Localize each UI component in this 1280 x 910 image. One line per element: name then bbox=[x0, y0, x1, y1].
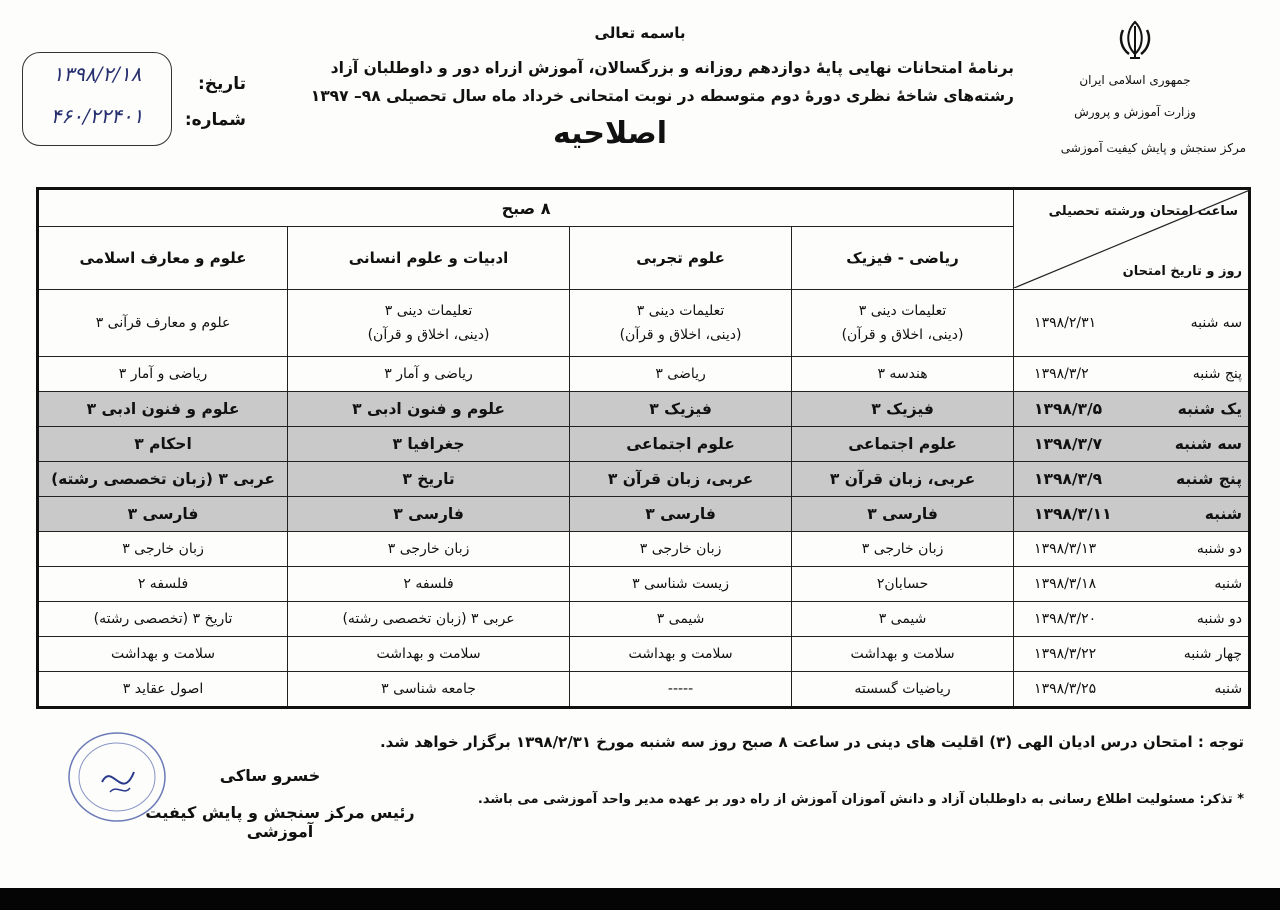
table-row bbox=[38, 532, 1250, 567]
day-name: پنج شنبه bbox=[1192, 366, 1243, 382]
center-name: مرکز سنجش و پایش کیفیت آموزشی bbox=[1060, 141, 1246, 155]
subject-name: فیزیک ۳ bbox=[649, 400, 712, 418]
subject-name: فارسی ۳ bbox=[127, 505, 199, 523]
table-row bbox=[38, 567, 1250, 602]
subject-name: سلامت و بهداشت bbox=[376, 646, 481, 662]
subject-name: علوم و معارف قرآنی ۳ bbox=[95, 315, 231, 331]
subject-name: سلامت و بهداشت bbox=[850, 646, 955, 662]
subject-cell bbox=[792, 462, 1014, 497]
table-row bbox=[38, 602, 1250, 637]
date-value: ۱۳۹۸/۲/۱۸ bbox=[52, 62, 142, 86]
subject-name: عربی، زبان قرآن ۳ bbox=[829, 470, 976, 488]
number-value: ۴۶۰/۲۲۴۰۱ bbox=[50, 104, 144, 128]
table-row bbox=[38, 497, 1250, 532]
subject-name: سلامت و بهداشت bbox=[628, 646, 733, 662]
day-date-cell bbox=[1014, 532, 1250, 567]
column-header-humanities: ادبیات و علوم انسانی bbox=[288, 227, 570, 290]
subject-name: تعلیمات دینی ۳ bbox=[384, 303, 473, 319]
day-name: دو شنبه bbox=[1196, 541, 1243, 557]
corner-bottom-label: روز و تاریخ امتحان bbox=[1122, 264, 1243, 279]
table-row bbox=[38, 637, 1250, 672]
day-name: شنبه bbox=[1204, 505, 1243, 523]
subject-name: عربی، زبان قرآن ۳ bbox=[607, 470, 754, 488]
note-text: توجه : امتحان درس ادیان الهی (۳) اقلیت های دینی در ساعت ۸ صبح روز سه شنبه مورخ ۱۳۹۸/۲/۳۱ برگزار خواهد شد. bbox=[379, 733, 1244, 751]
schedule-rows bbox=[38, 290, 1250, 708]
subject-name: شیمی ۳ bbox=[656, 611, 705, 627]
table-row bbox=[38, 392, 1250, 427]
column-header-islamic-sciences: علوم و معارف اسلامی bbox=[38, 227, 288, 290]
subject-cell bbox=[38, 427, 288, 462]
subject-cell bbox=[792, 290, 1014, 357]
number-label: شماره: bbox=[184, 110, 246, 130]
exam-date: ۱۳۹۸/۲/۳۱ bbox=[1034, 315, 1097, 331]
subject-name: فارسی ۳ bbox=[393, 505, 464, 523]
table-row bbox=[38, 672, 1250, 708]
subject-cell bbox=[792, 567, 1014, 602]
basmala: باسمه تعالی bbox=[594, 24, 686, 42]
table-row bbox=[38, 427, 1250, 462]
subject-name: فلسفه ۲ bbox=[403, 576, 454, 592]
exam-time-header: ۸ صبح bbox=[38, 189, 1014, 227]
subject-name: ریاضی و آمار ۳ bbox=[118, 366, 208, 382]
column-header-math-physics: ریاضی - فیزیک bbox=[792, 227, 1014, 290]
subject-name: جغرافیا ۳ bbox=[392, 435, 465, 453]
column-header-experimental-sciences: علوم تجربی bbox=[570, 227, 792, 290]
subject-name: ریاضی ۳ bbox=[655, 366, 706, 382]
day-name: شنبه bbox=[1214, 576, 1243, 592]
corner-top-label: ساعت امتحان ورشته تحصیلی bbox=[1048, 204, 1239, 219]
subject-name: زبان خارجی ۳ bbox=[122, 541, 204, 557]
subject-cell bbox=[38, 497, 288, 532]
subject-name: فیزیک ۳ bbox=[871, 400, 934, 418]
subject-name: زبان خارجی ۳ bbox=[861, 541, 944, 557]
exam-date: ۱۳۹۸/۳/۱۸ bbox=[1034, 576, 1097, 592]
exam-date: ۱۳۹۸/۳/۲۰ bbox=[1034, 611, 1097, 627]
subject-name: علوم و فنون ادبی ۳ bbox=[86, 400, 240, 418]
subject-cell bbox=[570, 602, 792, 637]
subject-cell bbox=[288, 427, 570, 462]
table-row bbox=[38, 462, 1250, 497]
subject-name: حسابان۲ bbox=[876, 576, 929, 592]
day-name: یک شنبه bbox=[1177, 400, 1243, 418]
day-name: پنج شنبه bbox=[1176, 470, 1243, 488]
subject-cell bbox=[570, 392, 792, 427]
subject-name: زیست شناسی ۳ bbox=[632, 576, 730, 592]
subject-cell bbox=[38, 532, 288, 567]
subject-cell bbox=[38, 357, 288, 392]
exam-schedule-table bbox=[36, 187, 1251, 709]
iran-emblem-icon bbox=[1115, 18, 1155, 62]
table-row bbox=[38, 357, 1250, 392]
subject-cell bbox=[570, 290, 792, 357]
subject-detail: (دینی، اخلاق و قرآن) bbox=[619, 327, 742, 343]
subject-name: ریاضیات گسسته bbox=[854, 681, 951, 697]
day-date-cell bbox=[1014, 357, 1250, 392]
exam-date: ۱۳۹۸/۳/۱۳ bbox=[1034, 541, 1097, 557]
subject-cell bbox=[570, 462, 792, 497]
subject-name: ریاضی و آمار ۳ bbox=[384, 366, 473, 382]
exam-date: ۱۳۹۸/۳/۱۱ bbox=[1034, 505, 1112, 523]
day-date-cell bbox=[1014, 602, 1250, 637]
signer-name: خسرو ساکی bbox=[219, 766, 321, 785]
exam-date: ۱۳۹۸/۳/۲۵ bbox=[1034, 681, 1097, 697]
meta-labels bbox=[176, 66, 246, 138]
subject-cell bbox=[288, 567, 570, 602]
day-name: سه شنبه bbox=[1174, 435, 1243, 453]
subject-name: احکام ۳ bbox=[134, 435, 192, 453]
day-name: شنبه bbox=[1214, 681, 1243, 697]
subject-name: تعلیمات دینی ۳ bbox=[858, 303, 947, 319]
subject-cell bbox=[38, 637, 288, 672]
organization-header bbox=[1030, 18, 1246, 158]
subject-cell bbox=[288, 637, 570, 672]
subject-name: تاریخ ۳ (تخصصی رشته) bbox=[93, 611, 233, 627]
subject-cell bbox=[570, 637, 792, 672]
exam-date: ۱۳۹۸/۳/۲۲ bbox=[1034, 646, 1097, 662]
day-date-cell bbox=[1014, 427, 1250, 462]
subject-cell bbox=[792, 427, 1014, 462]
exam-date: ۱۳۹۸/۳/۷ bbox=[1034, 435, 1103, 453]
day-date-cell bbox=[1014, 290, 1250, 357]
subject-cell bbox=[570, 567, 792, 602]
subject-cell bbox=[38, 602, 288, 637]
subject-cell bbox=[792, 602, 1014, 637]
subject-name: فارسی ۳ bbox=[645, 505, 716, 523]
ministry-name: وزارت آموزش و پرورش bbox=[1074, 105, 1196, 119]
day-name: دو شنبه bbox=[1196, 611, 1243, 627]
subject-name: تاریخ ۳ bbox=[402, 470, 455, 488]
subject-name: شیمی ۳ bbox=[878, 611, 927, 627]
day-date-cell bbox=[1014, 462, 1250, 497]
table-corner-cell bbox=[1014, 189, 1250, 290]
schedule-table-wrapper bbox=[36, 187, 1248, 709]
title-line-1: برنامهٔ امتحانات نهایی پایهٔ دوازدهم روزانه و بزرگسالان، آموزش ازراه دور و داوطلبان آزاد bbox=[330, 59, 1014, 77]
subject-cell bbox=[570, 532, 792, 567]
date-label: تاریخ: bbox=[198, 74, 246, 94]
subject-cell bbox=[792, 392, 1014, 427]
subject-cell bbox=[570, 497, 792, 532]
exam-date: ۱۳۹۸/۳/۹ bbox=[1034, 470, 1103, 488]
subject-name: عربی ۳ (زبان تخصصی رشته) bbox=[51, 470, 275, 488]
subject-name: علوم و فنون ادبی ۳ bbox=[352, 400, 505, 418]
subject-name: زبان خارجی ۳ bbox=[639, 541, 722, 557]
subject-cell bbox=[288, 532, 570, 567]
subject-cell bbox=[38, 672, 288, 708]
subject-cell bbox=[792, 672, 1014, 708]
subject-cell bbox=[570, 427, 792, 462]
subject-cell bbox=[288, 497, 570, 532]
country-name: جمهوری اسلامی ایران bbox=[1079, 73, 1191, 87]
exam-date: ۱۳۹۸/۳/۵ bbox=[1034, 400, 1103, 418]
day-date-cell bbox=[1014, 392, 1250, 427]
subject-name: فلسفه ۲ bbox=[137, 576, 189, 592]
subject-detail: (دینی، اخلاق و قرآن) bbox=[841, 327, 964, 343]
subject-cell bbox=[38, 392, 288, 427]
subject-detail: (دینی، اخلاق و قرآن) bbox=[367, 327, 490, 343]
subject-cell bbox=[570, 357, 792, 392]
day-date-cell bbox=[1014, 637, 1250, 672]
subject-cell bbox=[288, 290, 570, 357]
subject-cell bbox=[38, 462, 288, 497]
subject-cell bbox=[288, 392, 570, 427]
subject-name: علوم اجتماعی bbox=[626, 435, 735, 453]
correction-heading: اصلاحیه bbox=[552, 116, 668, 151]
subject-name: عربی ۳ (زبان تخصصی رشته) bbox=[342, 611, 515, 627]
subject-cell bbox=[38, 567, 288, 602]
subject-cell bbox=[288, 357, 570, 392]
day-date-cell bbox=[1014, 672, 1250, 708]
day-date-cell bbox=[1014, 567, 1250, 602]
subject-name: اصول عقاید ۳ bbox=[122, 681, 204, 697]
subject-name: زبان خارجی ۳ bbox=[387, 541, 470, 557]
subject-cell bbox=[792, 637, 1014, 672]
subject-name: تعلیمات دینی ۳ bbox=[636, 303, 725, 319]
date-number-box bbox=[22, 52, 172, 146]
subject-cell bbox=[288, 462, 570, 497]
table-row bbox=[38, 290, 1250, 357]
subject-cell bbox=[792, 497, 1014, 532]
subject-name: ----- bbox=[667, 681, 694, 697]
subject-cell bbox=[570, 672, 792, 708]
subject-cell bbox=[792, 357, 1014, 392]
subject-cell bbox=[288, 602, 570, 637]
subject-name: جامعه شناسی ۳ bbox=[381, 681, 476, 697]
subject-name: فارسی ۳ bbox=[867, 505, 938, 523]
subject-name: هندسه ۳ bbox=[877, 366, 928, 382]
subject-cell bbox=[288, 672, 570, 708]
reminder-text: * تذکر: مسئولیت اطلاع رسانی به داوطلبان آزاد و دانش آموزان آموزش از راه دور بر عهده مدیر واحد آموزشی می باشد. bbox=[477, 792, 1244, 807]
exam-date: ۱۳۹۸/۳/۲ bbox=[1034, 366, 1089, 382]
day-name: سه شنبه bbox=[1190, 315, 1243, 331]
subject-name: سلامت و بهداشت bbox=[110, 646, 216, 662]
document-header bbox=[250, 24, 1030, 151]
signer-title: رئیس مرکز سنجش و پایش کیفیت آموزشی bbox=[145, 803, 415, 841]
title-line-2: رشته‌های شاخهٔ نظری دورهٔ دوم متوسطه در نوبت امتحانی خرداد ماه سال تحصیلی ۹۸– ۱۳۹۷ bbox=[310, 87, 1014, 105]
subject-name: علوم اجتماعی bbox=[848, 435, 957, 453]
day-name: چهار شنبه bbox=[1183, 646, 1243, 662]
subject-cell bbox=[792, 532, 1014, 567]
subject-cell bbox=[38, 290, 288, 357]
day-date-cell bbox=[1014, 497, 1250, 532]
bottom-dark-bar bbox=[0, 888, 1280, 910]
